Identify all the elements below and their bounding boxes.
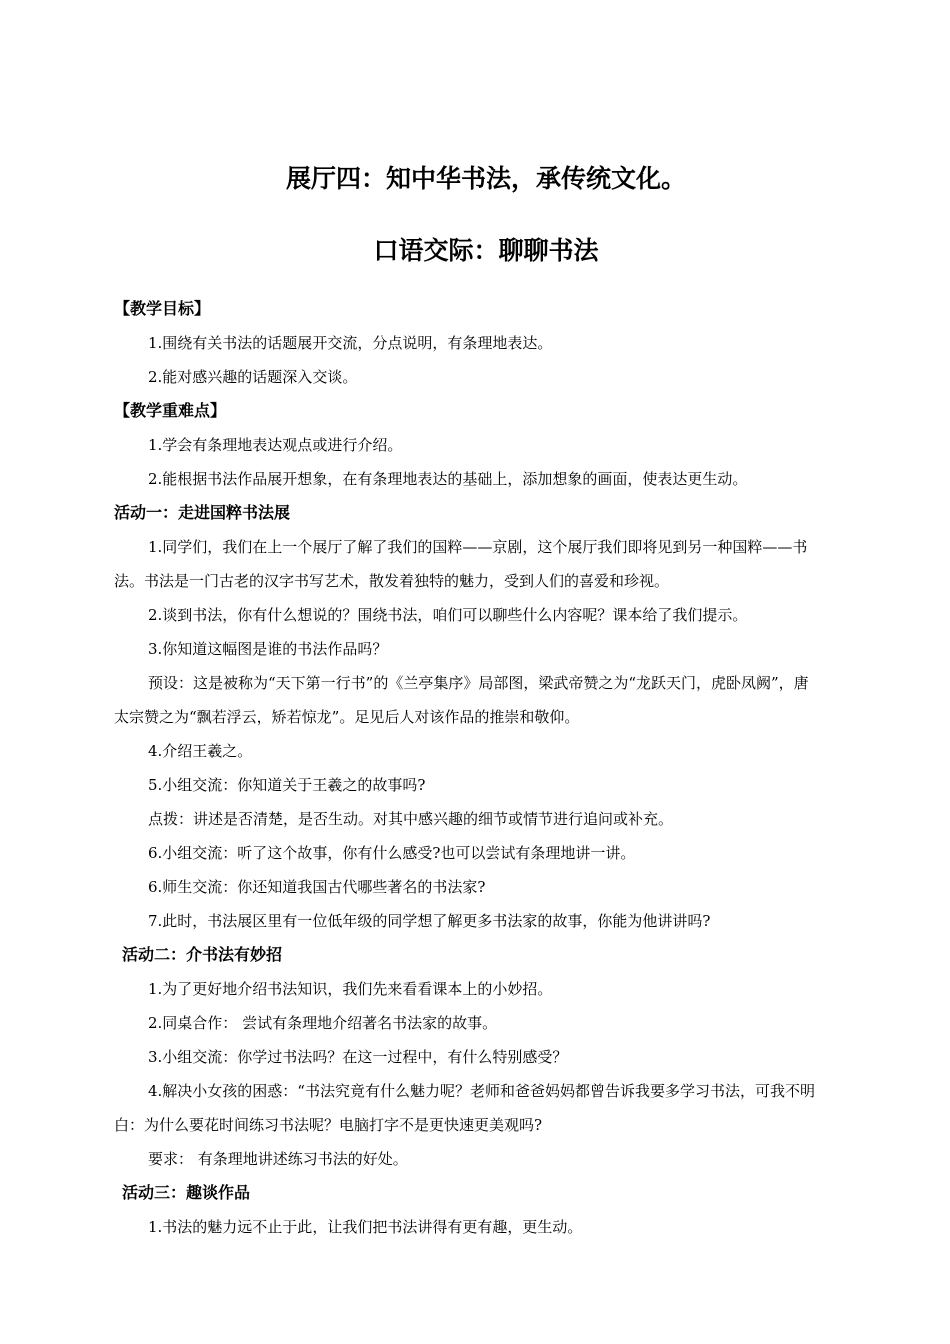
section-activity-1 bbox=[114, 496, 822, 938]
activity-3-item: 1.书法的魅力远不止于此，让我们把书法讲得有更有趣，更生动。 bbox=[148, 1218, 583, 1236]
activity-1-item: 7.此时，书法展区里有一位低年级的同学想了解更多书法家的故事，你能为他讲讲吗? bbox=[148, 912, 711, 930]
activity-2-item: 2.同桌合作： 尝试有条理地介绍著名书法家的故事。 bbox=[148, 1014, 498, 1032]
activity-1-item: 3.你知道这幅图是谁的书法作品吗？ bbox=[148, 640, 388, 658]
activity-1-item: 4.介绍王羲之。 bbox=[148, 742, 253, 760]
section-activity-2 bbox=[114, 938, 822, 1176]
activity-1-item: 预设：这是被称为“天下第一行书”的《兰亭集序》局部图，梁武帝赞之为“龙跃天门，虎卧凤阙”，唐太宗赞之为“飘若浮云，矫若惊龙”。足见后人对该作品的推崇和敬仰。 bbox=[114, 674, 809, 726]
activity-1-heading: 活动一：走进国粹书法展 bbox=[114, 503, 291, 522]
activity-1-item: 5.小组交流：你知道关于王羲之的故事吗? bbox=[148, 776, 426, 794]
activity-2-heading: 活动二：介书法有妙招 bbox=[122, 945, 283, 964]
activity-2-item: 4.解决小女孩的困惑：“书法究竟有什么魅力呢？老师和爸爸妈妈都曾告诉我要多学习书法，可我不明白：为什么要花时间练习书法呢？电脑打字不是更快速更美观吗? bbox=[114, 1082, 815, 1134]
activity-2-item: 3.小组交流：你学过书法吗？在这一过程中，有什么特别感受？ bbox=[148, 1048, 568, 1066]
activity-1-item: 2.谈到书法，你有什么想说的？围绕书法，咱们可以聊些什么内容呢？课本给了我们提示。 bbox=[148, 606, 748, 624]
document-subtitle: 口语交际：聊聊书法 bbox=[373, 236, 599, 265]
section-heading-goals: 【教学目标】 bbox=[114, 299, 211, 318]
section-heading-keypoints: 【教学重难点】 bbox=[114, 401, 227, 420]
goal-item-1: 1.围绕有关书法的话题展开交流，分点说明，有条理地表达。 bbox=[148, 334, 553, 352]
keypoint-item-2: 2.能根据书法作品展开想象，在有条理地表达的基础上，添加想象的画面，使表达更生动。 bbox=[148, 470, 748, 488]
activity-1-item: 6.师生交流：你还知道我国古代哪些著名的书法家? bbox=[148, 878, 486, 896]
document-title: 展厅四：知中华书法，承传统文化。 bbox=[285, 164, 686, 193]
activity-3-heading: 活动三：趣谈作品 bbox=[122, 1183, 251, 1202]
section-activity-3 bbox=[114, 1176, 822, 1244]
activity-2-item: 要求： 有条理地讲述练习书法的好处。 bbox=[148, 1150, 408, 1168]
goal-item-2: 2.能对感兴趣的话题深入交谈。 bbox=[148, 368, 358, 386]
keypoint-item-1: 1.学会有条理地表达观点或进行介绍。 bbox=[148, 436, 403, 454]
activity-1-item: 1.同学们，我们在上一个展厅了解了我们的国粹——京剧，这个展厅我们即将见到另一种国粹——书法。书法是一门古老的汉字书写艺术，散发着独特的魅力，受到人们的喜爱和珍视。 bbox=[114, 538, 808, 590]
activity-1-item: 6.小组交流：听了这个故事，你有什么感受?也可以尝试有条理地讲一讲。 bbox=[148, 844, 636, 862]
activity-2-item: 1.为了更好地介绍书法知识，我们先来看看课本上的小妙招。 bbox=[148, 980, 553, 998]
section-teaching-goals bbox=[114, 292, 822, 394]
section-key-points bbox=[114, 394, 822, 496]
activity-1-item: 点拨：讲述是否清楚，是否生动。对其中感兴趣的细节或情节进行追问或补充。 bbox=[148, 810, 674, 828]
